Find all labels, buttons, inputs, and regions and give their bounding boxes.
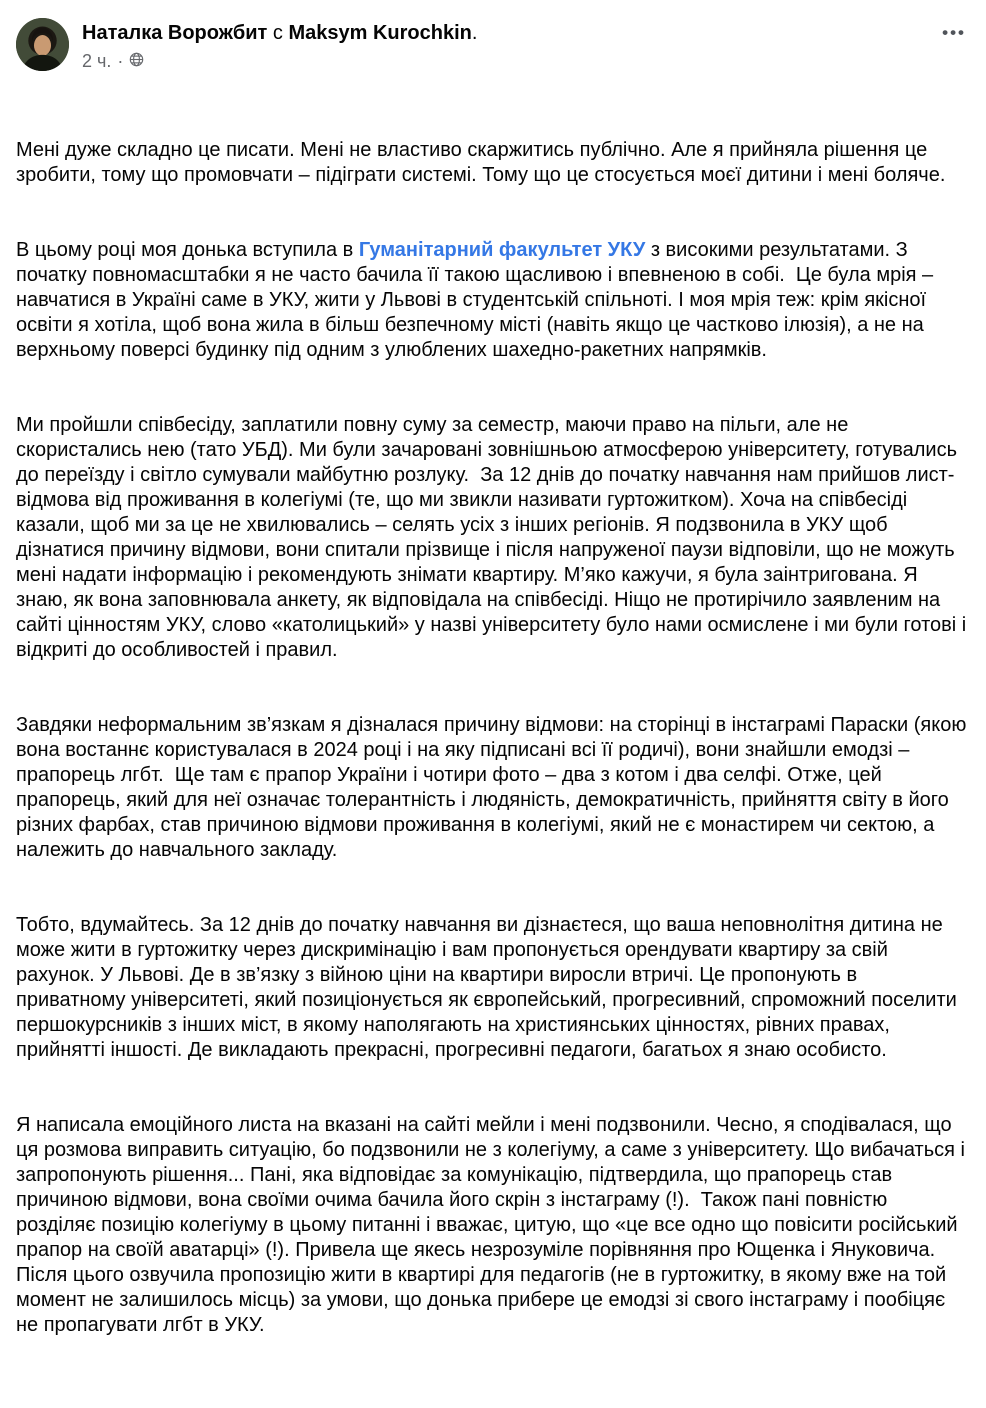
author-link[interactable]: Наталка Ворожбит xyxy=(82,22,268,44)
more-options-icon: ••• xyxy=(942,23,966,42)
byline-suffix: . xyxy=(471,22,478,44)
meta-dot-separator: · xyxy=(117,51,124,71)
byline-names xyxy=(82,21,919,46)
post-paragraph: Завдяки неформальним зв’язкам я дізналася причину відмови: на сторінці в інстаграмі Параски (якою вона востаннє користувалася в 2024 році і на яку підписані всі її родичі), вони знайшли емодзі – прапорець лгбт. Ще там є прапор України і чотири фото – два з котом і два селфі. Отже, цей прапорець, який для неї означає толерантність і людяність, демократичність, прийняття світу в його різних фарбах, став причиною відмови проживання в колегіумі, який не є монастирем чи сектою, а належить до навчального закладу. xyxy=(16,714,972,861)
post-paragraph: Ми пройшли співбесіду, заплатили повну суму за семестр, маючи право на пільги, але не скористались нею (тато УБД). Ми були зачаровані зовнішньою атмосферою університету, готувались до переїзду і світло сумували майбутню розлуку. За 12 днів до початку навчання нам прийшов лист-відмова від проживання в колегіумі (те, що ми звикли називати гуртожитком). Хоча на співбесіді казали, щоб ми за це не хвилювались – селять усіх з інших регіонів. Я подзвонила в УКУ щоб дізнатися причину відмови, вони спитали прізвище і після напруженої паузи відповіли, що не можуть мені надати інформацію і рекомендують знімати квартиру. М’яко кажучи, я була заінтригована. Я знаю, як вона заповнювала анкету, як відповідала на співбесіді. Ніщо не протирічило заявленим на сайті цінностям УКУ, слово «католицький» у назві університету було нами осмислене і ми були готові і відкриті до особливостей і правил. xyxy=(16,414,972,661)
post-meta xyxy=(82,52,919,70)
post-header xyxy=(16,18,970,71)
post-text xyxy=(16,88,970,1388)
avatar[interactable] xyxy=(16,18,69,71)
post-paragraph-text: з високими результатами. З початку повномасштабки я не часто бачила її такою щасливою і впевненою в собі. Це була мрія – навчатися в Україні саме в УКУ, жити у Львові в студентській спільноті. І моя мрія теж: крім якісної освіти я хотіла, щоб вона жила в більш безпечному місті (навіть якщо це частково ілюзія), а не на верхньому поверсі будинку під одним з улюблених шахедно-ракетних напрямків. xyxy=(16,239,939,361)
byline-connector: с xyxy=(272,22,283,44)
post-paragraph: Тобто, вдумайтесь. За 12 днів до початку навчання ви дізнаєтеся, що ваша неповнолітня дитина не може жити в гуртожитку через дискримінацію і вам пропонується орендувати квартиру за свій рахунок. У Львові. Де в зв’язку з війною ціни на квартири виросли втричі. Це пропонують в приватному університеті, який позиціонується як європейський, прогресивний, спроможний поселити першокурсників з інших міст, в якому наполягають на християнських цінностях, рівних правах, прийнятті іншості. Де викладають прекрасні, прогресивні педагоги, багатьох я знаю особисто. xyxy=(16,914,963,1061)
avatar-image xyxy=(16,18,69,71)
post-paragraph: Я написала емоційного листа на вказані на сайті мейли і мені подзвонили. Чесно, я сподівалася, що ця розмова виправить ситуацію, бо подзвонили не з колегіуму, а саме з університету. Що вибачаться і запропонують рішення... Пані, яка відповідає за комунікацію, підтвердила, що прапорець став причиною відмови, вона своїми очима бачила його скрін з інстаграму (!). Також пані повністю розділяє позицію колегіуму в цьому питанні і вважає, цитую, що «це все одно що повісити російський прапор на своїй аватарці» (!). Привела ще якесь незрозуміле порівняння про Ющенка і Януковича. Після цього озвучила пропозицію жити в квартирі для педагогів (не в гуртожитку, в якому вже на той момент не залишилось місць) за умови, що донька прибере це емодзі зі свого інстаграму і пообіцяє не пропагувати лгбт в УКУ. xyxy=(16,1114,971,1336)
post-paragraph xyxy=(16,238,970,363)
timestamp[interactable]: 2 ч. xyxy=(82,51,112,71)
post-paragraph: Мені дуже складно це писати. Мені не властиво скаржитись публічно. Але я прийняла рішення це зробити, тому що промовчати – підіграти системі. Тому що це стосується моєї дитини і мені боляче. xyxy=(16,139,946,186)
post-paragraph-text: В цьому році моя донька вступила в xyxy=(16,239,359,261)
uku-faculty-link[interactable]: Гуманітарний факультет УКУ xyxy=(358,239,646,261)
globe-icon xyxy=(129,52,144,70)
co-author-link[interactable]: Maksym Kurochkin xyxy=(288,22,472,44)
more-options-button[interactable] xyxy=(932,18,970,47)
post-byline xyxy=(82,18,919,70)
